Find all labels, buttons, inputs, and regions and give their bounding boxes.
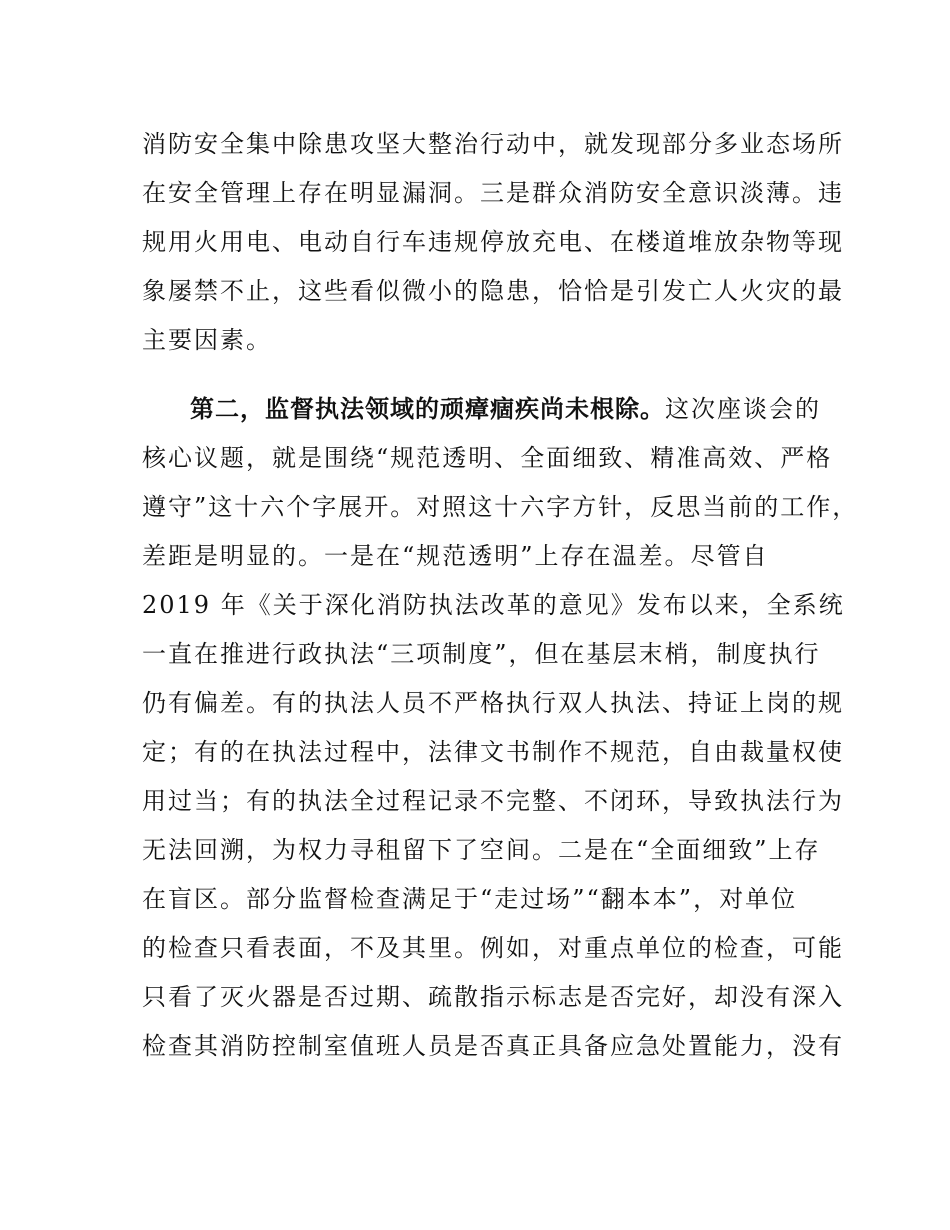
- paragraph-1-line-3: 规用火用电、电动自行车违规停放充电、在楼道堆放杂物等现: [142, 228, 844, 256]
- paragraph-1-line-4: 象屡禁不止，这些看似微小的隐患，恰恰是引发亡人火灾的最: [142, 277, 844, 305]
- paragraph-2-line-4: 差距是明显的。一是在“规范透明”上存在温差。尽管自: [142, 542, 769, 570]
- paragraph-2-line-11: 在盲区。部分监督检查满足于“走过场”“翻本本”，对单位: [142, 885, 798, 913]
- paragraph-1-line-2: 在安全管理上存在明显漏洞。三是群众消防安全意识淡薄。违: [142, 179, 844, 207]
- paragraph-2-line-1: [190, 389, 821, 429]
- paragraph-2-line-6: 一直在推进行政执法“三项制度”，但在基层末梢，制度执行: [142, 640, 821, 668]
- paragraph-2-line-13: 只看了灭火器是否过期、疏散指示标志是否完好，却没有深入: [142, 983, 844, 1011]
- paragraph-2-line-2: 核心议题，就是围绕“规范透明、全面细致、精准高效、严格: [142, 444, 833, 472]
- paragraph-2-line-7: 仍有偏差。有的执法人员不严格执行双人执法、持证上岗的规: [142, 689, 844, 717]
- paragraph-2-line-3: 遵守”这十六个字展开。对照这十六字方针，反思当前的工作，: [142, 493, 859, 521]
- paragraph-2-line-14: 检查其消防控制室值班人员是否真正具备应急处置能力，没有: [142, 1032, 844, 1060]
- paragraph-2-line-1-rest: 这次座谈会的: [665, 395, 821, 423]
- paragraph-1-line-1: 消防安全集中除患攻坚大整治行动中，就发现部分多业态场所: [142, 130, 844, 158]
- paragraph-1-line-5: 主要因素。: [142, 326, 272, 354]
- paragraph-2-line-10: 无法回溯，为权力寻租留下了空间。二是在“全面细致”上存: [142, 836, 821, 864]
- paragraph-2-line-9: 用过当；有的执法全过程记录不完整、不闭环，导致执法行为: [142, 787, 844, 815]
- paragraph-2-line-12: 的检查只看表面，不及其里。例如，对重点单位的检查，可能: [142, 934, 844, 962]
- paragraph-2-heading: 第二，监督执法领域的顽瘴痼疾尚未根除。: [190, 395, 665, 423]
- paragraph-2-line-8: 定；有的在执法过程中，法律文书制作不规范，自由裁量权使: [142, 738, 844, 766]
- paragraph-2-line-5: 2019 年《关于深化消防执法改革的意见》发布以来，全系统: [142, 591, 845, 619]
